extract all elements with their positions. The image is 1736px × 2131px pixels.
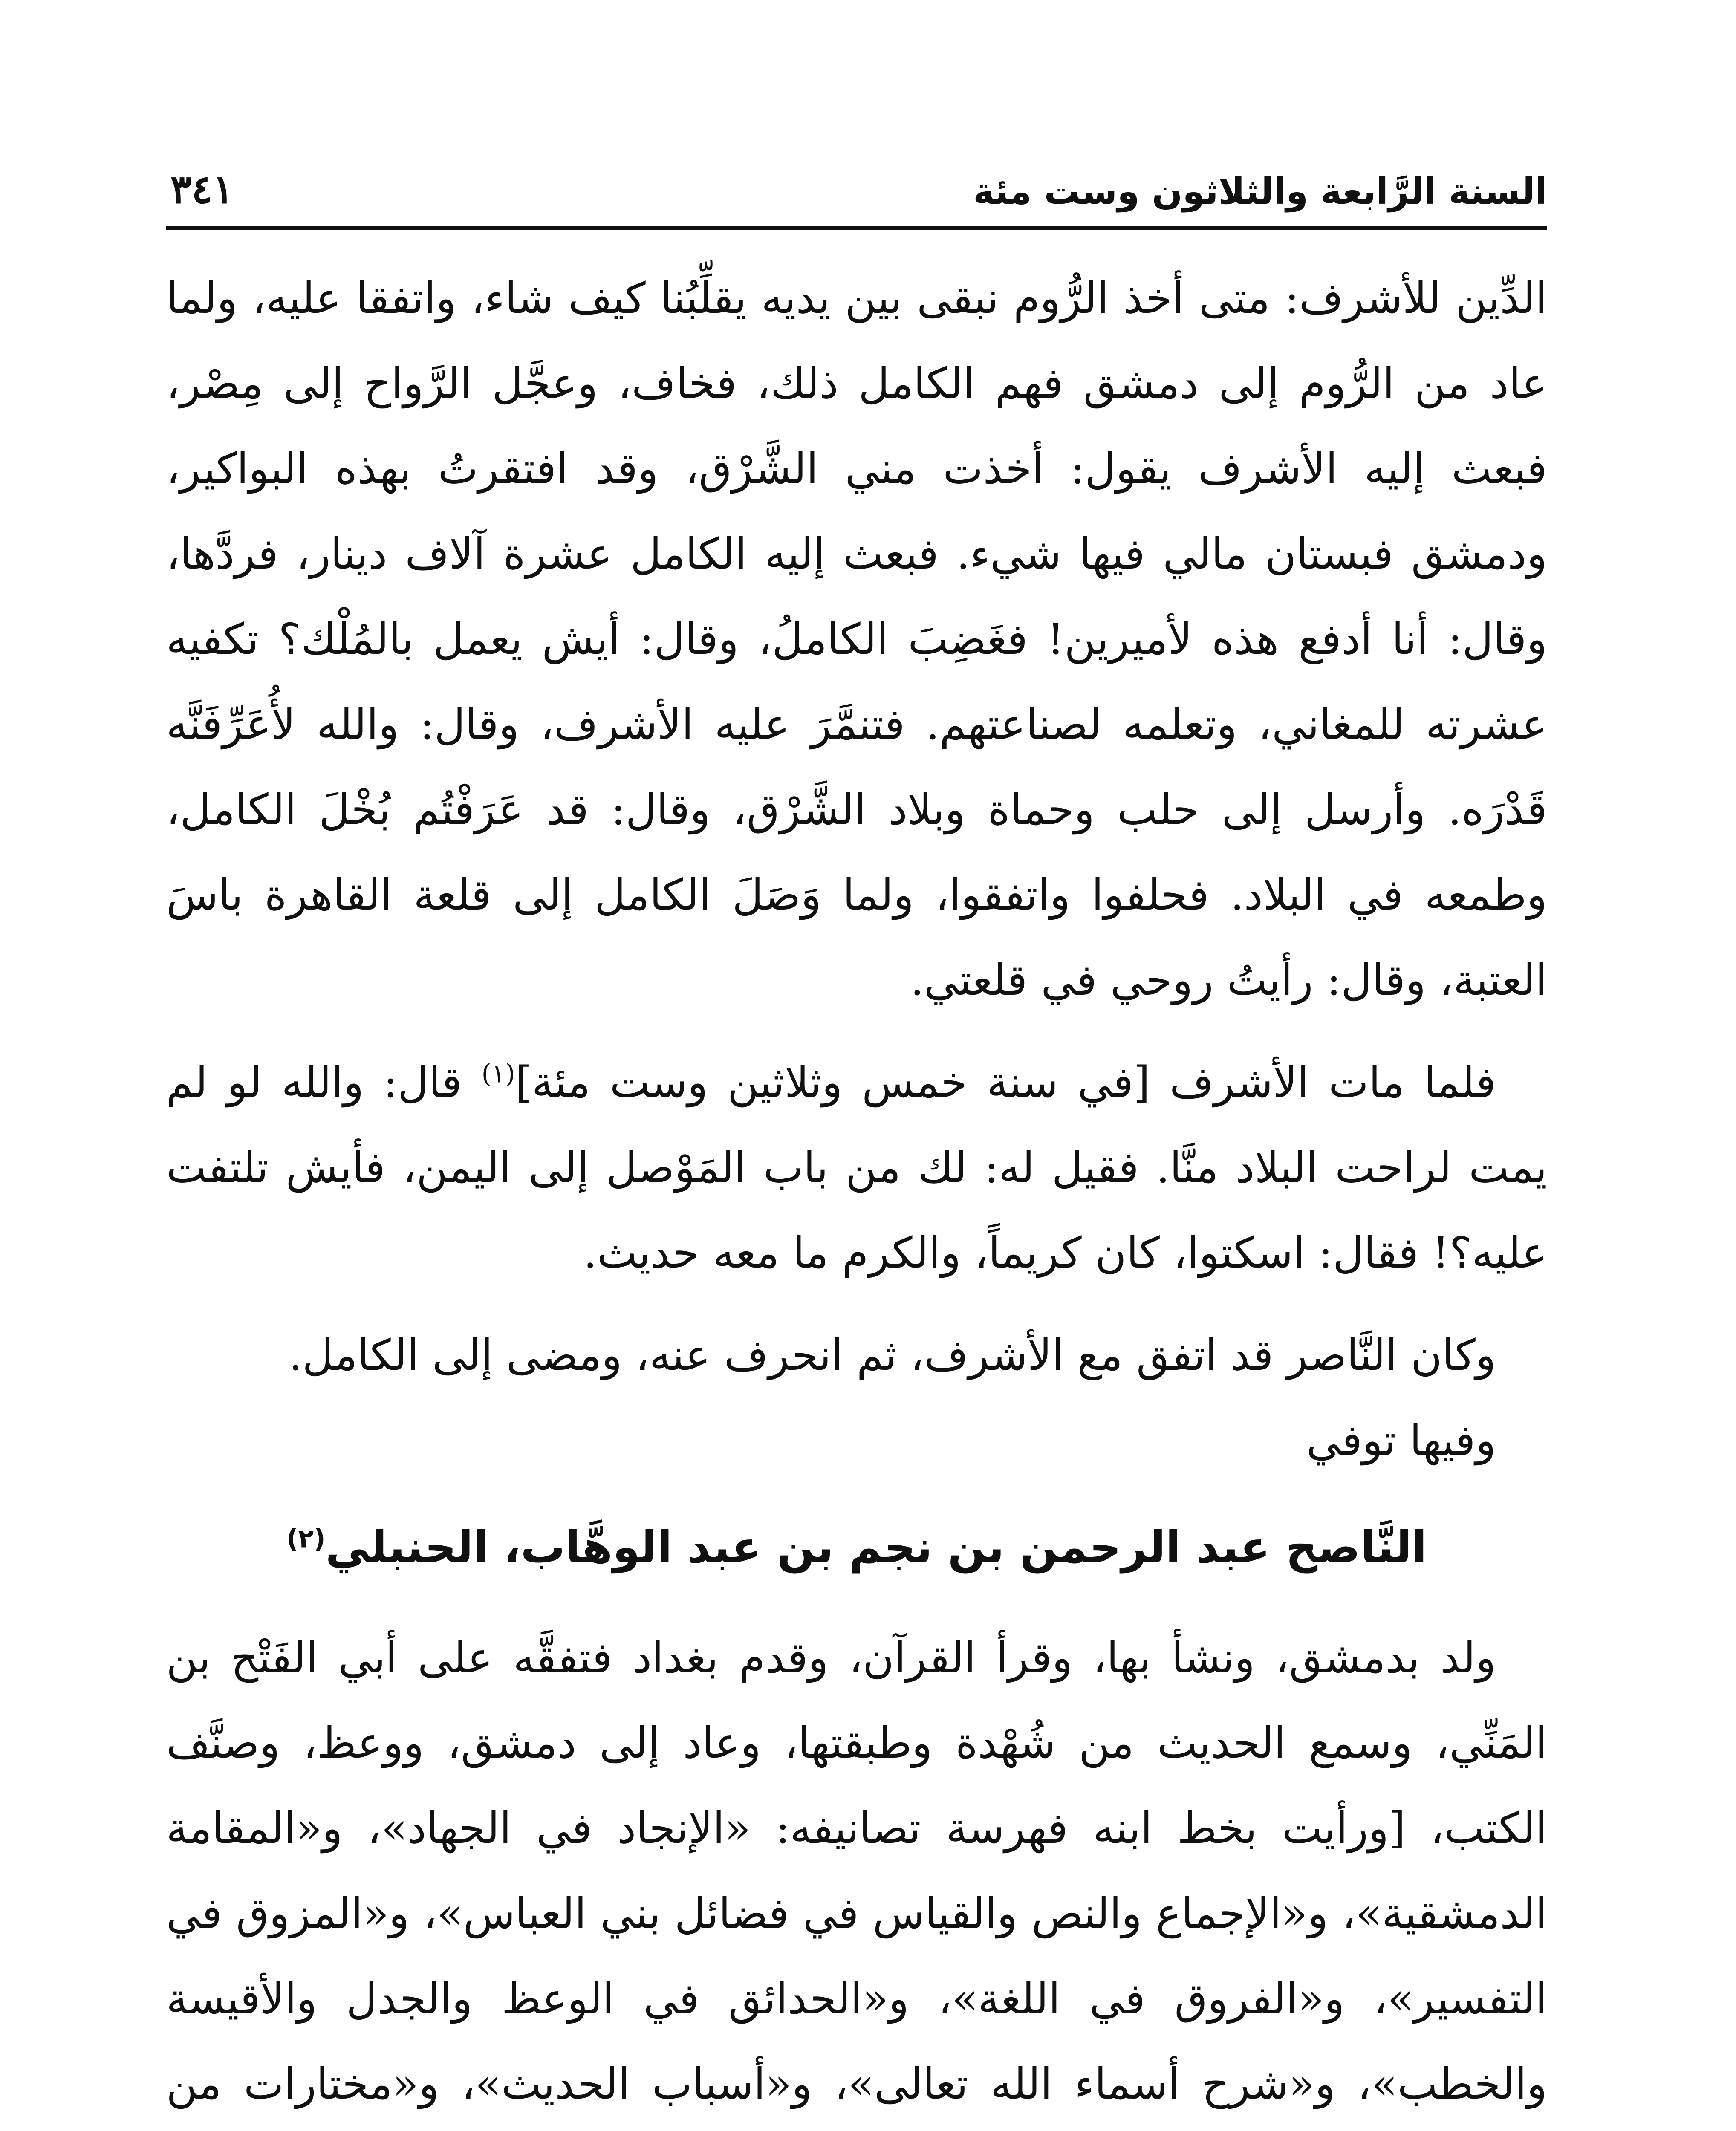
paragraph-2 — [166, 1040, 1547, 1296]
page-number: ٣٤١ — [170, 166, 234, 212]
paragraph-5: ولد بدمشق، ونشأ بها، وقرأ القرآن، وقدم بغداد فتفقَّه على أبي الفَتْح بن المَنِّي، وسمع الحديث من شُهْدة وطبقتها، وعاد إلى دمشق، ووعظ، وصنَّف الكتب، [ورأيت بخط ابنه فهرسة تصانيفه: «الإنجاد في الجهاد»، و«المقامة الدمشقية»، و«الإجماع والنص والقياس في فضائل بني العباس»، و«المزوق في التفسير»، و«الفروق في اللغة»، و«الحدائق في الوعظ والجدل والأقيسة والخطب»، و«شرح أسماء الله تعالى»، و«أسباب الحديث»، و«مختارات من — [166, 1633, 1547, 2109]
running-title: السنة الرَّابعة والثلاثون وست مئة — [973, 170, 1547, 212]
paragraph-3: وكان النَّاصر قد اتفق مع الأشرف، ثم انحرف عنه، ومضى إلى الكامل. — [289, 1330, 1496, 1380]
page-header — [166, 162, 1547, 230]
paragraph-1: الدِّين للأشرف: متى أخذ الرُّوم نبقى بين يديه يقلِّبُنا كيف شاء، واتفقا عليه، ولما عاد من الرُّوم إلى دمشق فهم الكامل ذلك، فخاف، وعجَّل الرَّواح إلى مِصْر، فبعث إليه الأشرف يقول: أخذت مني الشَّرْق، وقد افتقرتُ بهذه البواكير، ودمشق فبستان مالي فيها شيء. فبعث إليه الكامل عشرة آلاف دينار، فردَّها، وقال: أنا أدفع هذه لأميرين! فغَضِبَ الكاملُ، وقال: أيش يعمل بالمُلْك؟ تكفيه عشرته للمغاني، وتعلمه لصناعتهم. فتنمَّرَ عليه الأشرف، وقال: والله لأُعَرِّفَنَّه قَدْرَه. وأرسل إلى حلب وحماة وبلاد الشَّرْق، وقال: قد عَرَفْتُم بُخْلَ الكامل، وطمعه في البلاد. فحلفوا واتفقوا، ولما وَصَلَ الكامل إلى قلعة القاهرة باسَ العتبة، وقال: رأيتُ روحي في قلعتي. — [166, 273, 1547, 1005]
paragraph-2-end: قال: والله لو لم يمت لراحت البلاد منَّا. فقيل له: لك من باب المَوْصل إلى اليمن، فأيش تلتفت عليه؟! فقال: اسكتوا، كان كريماً، والكرم ما معه حديث. — [166, 1057, 1548, 1278]
paragraph-4: وفيها توفي — [1306, 1415, 1496, 1465]
paragraph-2-start: فلما مات الأشرف [في سنة خمس وثلاثين وست مئة] — [515, 1057, 1496, 1107]
footnote-ref-1[interactable]: (١) — [481, 1059, 515, 1089]
biography-heading — [166, 1513, 1547, 1581]
book-page — [166, 162, 1547, 2131]
biography-heading-text: النَّاصح عبد الرحمن بن نجم بن عبد الوهَّاب، الحنبلي — [325, 1521, 1427, 1573]
footnote-ref-2[interactable]: (٢) — [286, 1524, 326, 1554]
body-text — [166, 256, 1547, 2131]
